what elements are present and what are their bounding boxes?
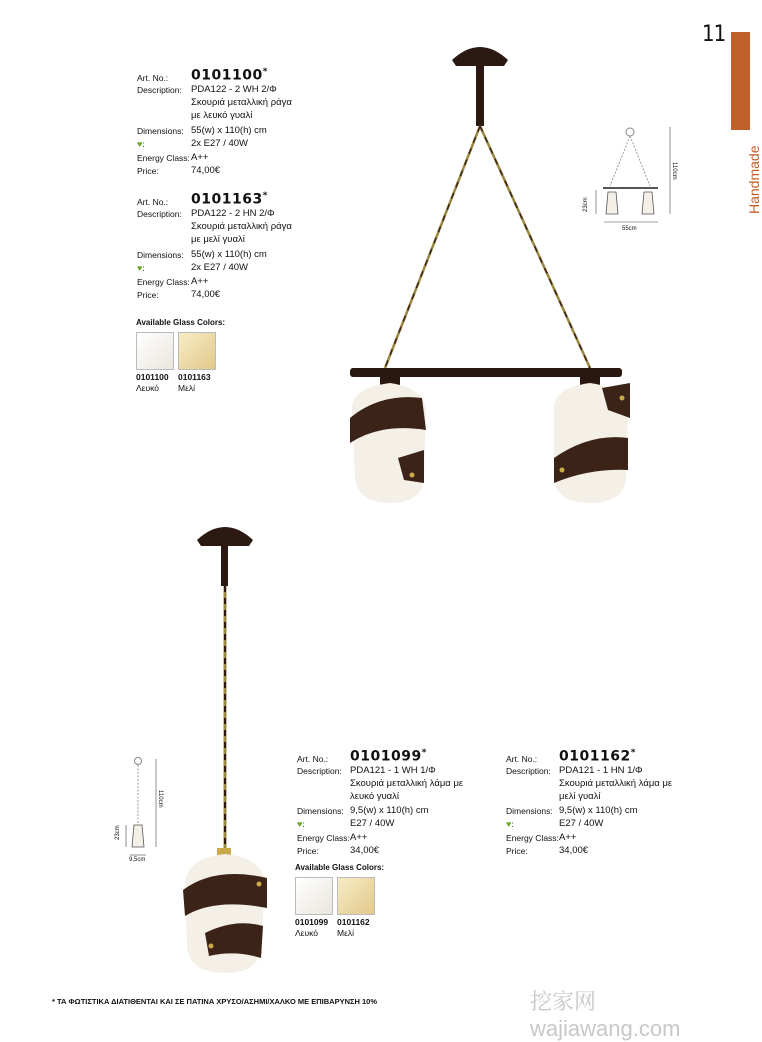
description-label: Description: (137, 209, 182, 219)
product-spec-0101100 (137, 66, 337, 176)
bulb-icon: ♥ (297, 819, 303, 829)
dimensions-label: Dimensions: (137, 126, 184, 136)
swatch-code: 0101100 (136, 372, 169, 382)
product-spec-0101099 (297, 747, 497, 857)
glass-colors-top (136, 318, 256, 398)
section-tab (731, 32, 750, 130)
price-value: 34,00€ (350, 845, 380, 856)
art-number: 0101162* (559, 748, 636, 765)
bulb-icon: ♥ (137, 263, 143, 273)
art-number: 0101100* (191, 67, 268, 84)
dimension-width: 55cm (622, 226, 637, 232)
dimension-height: 110cm (157, 790, 163, 808)
dimension-height: 110cm (671, 162, 677, 180)
swatch-code: 0101099 (295, 917, 329, 927)
price-label: Price: (297, 846, 319, 856)
dimensions-value: 55(w) x 110(h) cm (191, 249, 267, 260)
dimensions-label: Dimensions: (506, 806, 553, 816)
product-spec-0101163 (137, 190, 337, 300)
bulb-label: ♥: (137, 263, 145, 273)
art-no-label: Art. No.: (506, 754, 538, 764)
swatch-honey[interactable] (178, 332, 216, 370)
bulb-label: ♥: (297, 819, 305, 829)
description-line: με λευκό γυαλί (191, 110, 253, 121)
description-line: PDA121 - 1 WH 1/Φ (350, 765, 436, 776)
description-label: Description: (297, 766, 342, 776)
glass-colors-title: Available Glass Colors: (136, 318, 226, 327)
bulb-icon: ♥ (506, 819, 512, 829)
price-label: Price: (137, 290, 159, 300)
art-no-label: Art. No.: (137, 197, 169, 207)
art-no-label: Art. No.: (137, 73, 169, 83)
bulb-icon: ♥ (137, 139, 143, 149)
dimensions-label: Dimensions: (297, 806, 344, 816)
glass-colors-title: Available Glass Colors: (295, 863, 385, 872)
energy-value: A++ (191, 276, 209, 287)
bulb-label: ♥: (506, 819, 514, 829)
double-pendant-diagram (578, 122, 698, 242)
energy-label: Energy Class: (137, 153, 190, 163)
swatch-name: Μελί (178, 383, 196, 393)
single-pendant-diagram (112, 755, 172, 865)
energy-value: A++ (559, 832, 577, 843)
description-line: Σκουριά μεταλλική λάμα με (350, 778, 464, 789)
dimensions-value: 9,5(w) x 110(h) cm (559, 805, 638, 816)
double-pendant-lamp-image (340, 38, 640, 508)
description-line: PDA122 - 2 HN 2/Φ (191, 208, 275, 219)
description-line: PDA122 - 2 WH 2/Φ (191, 84, 277, 95)
price-value: 74,00€ (191, 289, 221, 300)
description-label: Description: (506, 766, 551, 776)
dimensions-label: Dimensions: (137, 250, 184, 260)
dimensions-value: 9,5(w) x 110(h) cm (350, 805, 429, 816)
section-label: Handmade (746, 145, 762, 214)
single-pendant-lamp-image (175, 518, 285, 978)
bulb-value: E27 / 40W (559, 818, 604, 829)
swatch-name: Μελί (337, 928, 355, 938)
bulb-value: 2x E27 / 40W (191, 138, 249, 149)
art-no-label: Art. No.: (297, 754, 329, 764)
dimension-width: 9,5cm (129, 857, 146, 863)
dimension-glass-height: 23cm (583, 197, 589, 212)
description-line: μελί γυαλί (559, 791, 601, 802)
energy-value: A++ (350, 832, 368, 843)
footer-note: * ΤΑ ΦΩΤΙΣΤΙΚΑ ΔΙΑΤΙΘΕΝΤΑΙ ΚΑΙ ΣΕ ΠΑΤΙΝΑ ΧΡΥΣΟ/ΑΣΗΜΙ/ΧΑΛΚΟ ΜΕ ΕΠΙΒΑΡΥΝΣΗ 10% (52, 997, 378, 1006)
product-spec-0101162 (506, 747, 706, 857)
swatch-white[interactable] (136, 332, 174, 370)
swatch-name: Λευκό (136, 383, 159, 393)
energy-label: Energy Class: (506, 833, 559, 843)
bulb-value: E27 / 40W (350, 818, 395, 829)
dimensions-value: 55(w) x 110(h) cm (191, 125, 267, 136)
swatch-code: 0101163 (178, 372, 211, 382)
description-line: Σκουριά μεταλλική ράγα (191, 221, 292, 232)
description-line: Σκουριά μεταλλική ράγα (191, 97, 292, 108)
price-label: Price: (137, 166, 159, 176)
price-value: 34,00€ (559, 845, 589, 856)
art-number: 0101163* (191, 191, 268, 208)
description-label: Description: (137, 85, 182, 95)
art-number: 0101099* (350, 748, 427, 765)
bulb-value: 2x E27 / 40W (191, 262, 249, 273)
description-line: με μελί γυαλί (191, 234, 245, 245)
energy-value: A++ (191, 152, 209, 163)
page-number: 11 (702, 22, 726, 47)
swatch-white[interactable] (295, 877, 333, 915)
price-value: 74,00€ (191, 165, 221, 176)
swatch-code: 0101162 (337, 917, 370, 927)
dimension-glass-height: 23cm (115, 825, 121, 840)
swatch-name: Λευκό (295, 928, 318, 938)
price-label: Price: (506, 846, 528, 856)
description-line: Σκουριά μεταλλική λάμα με (559, 778, 673, 789)
bulb-label: ♥: (137, 139, 145, 149)
energy-label: Energy Class: (137, 277, 190, 287)
watermark: 挖家网 wajiawang.com (530, 989, 681, 1041)
swatch-honey[interactable] (337, 877, 375, 915)
energy-label: Energy Class: (297, 833, 350, 843)
glass-colors-bottom (295, 863, 415, 943)
description-line: PDA121 - 1 HN 1/Φ (559, 765, 643, 776)
description-line: λευκό γυαλί (350, 791, 400, 802)
